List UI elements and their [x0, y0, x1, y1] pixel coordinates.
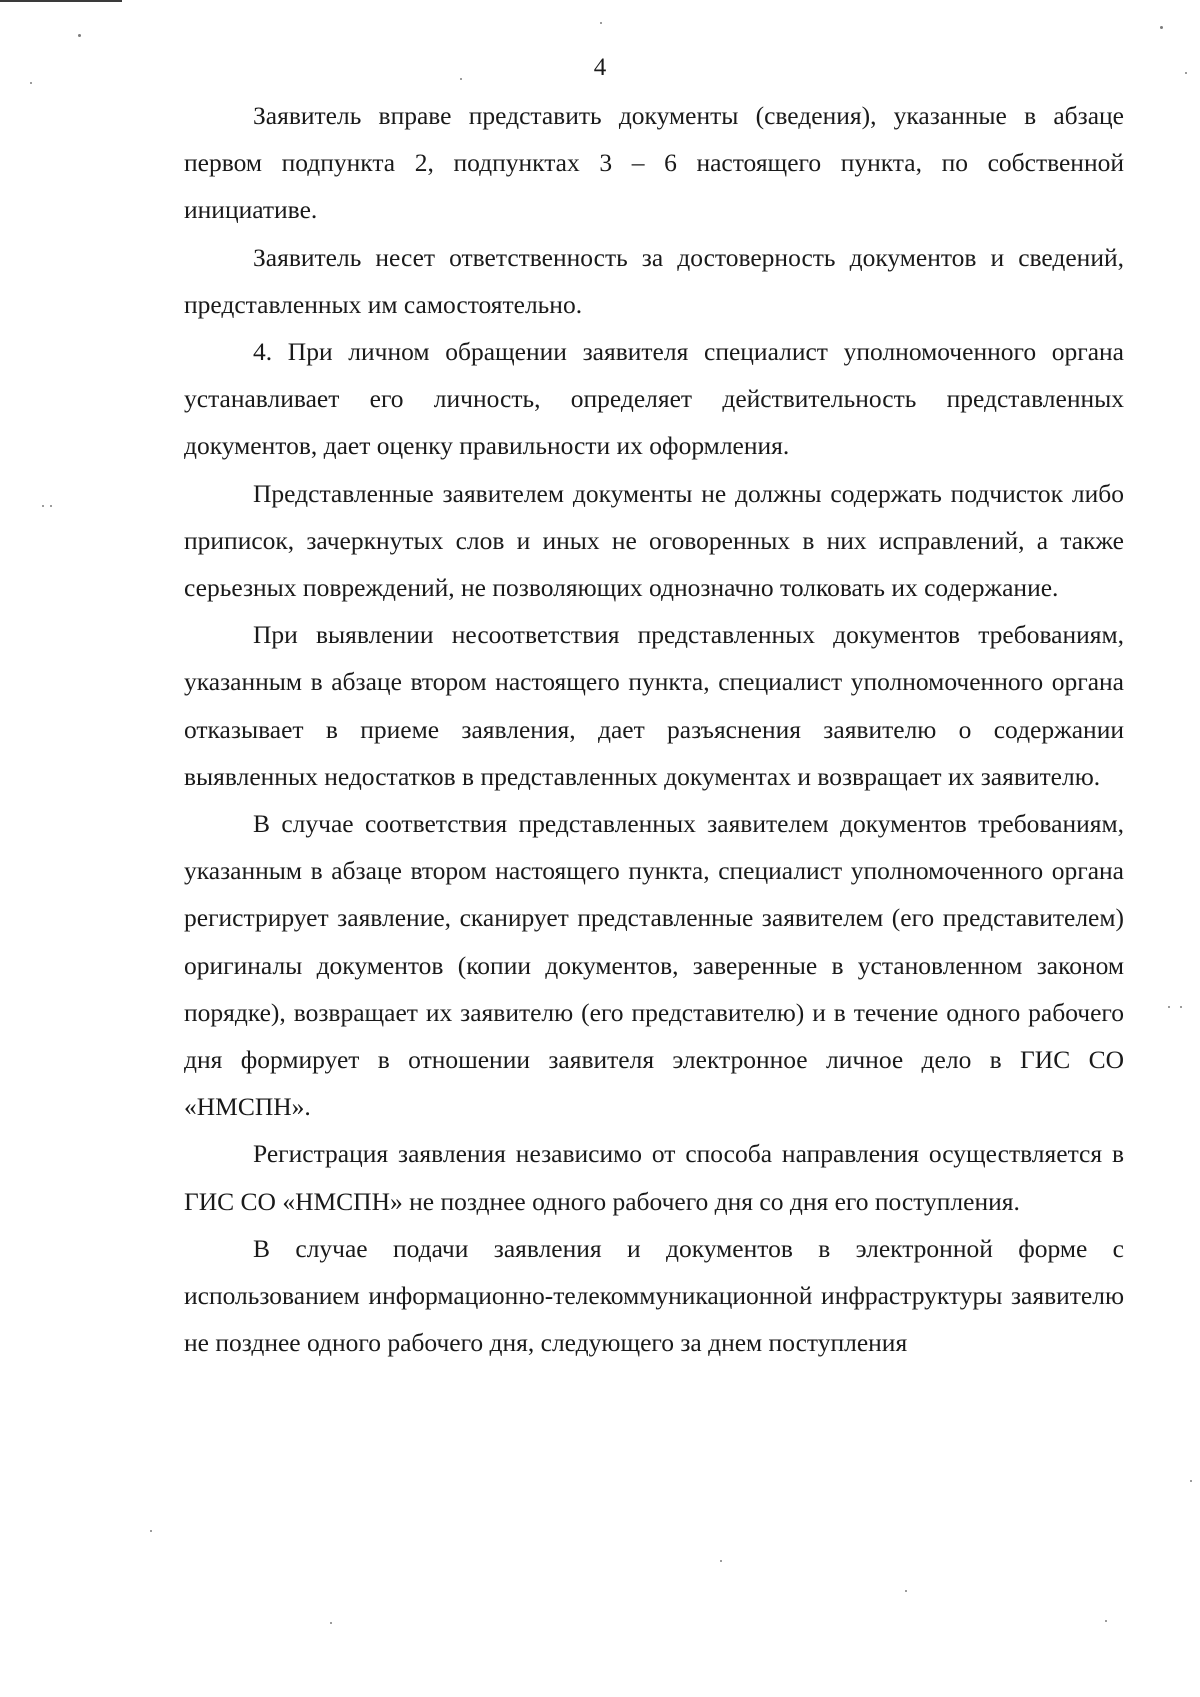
- page-number: 4: [593, 54, 607, 81]
- scan-speck: [1185, 72, 1187, 74]
- scan-speck: [720, 1560, 722, 1562]
- document-body: [184, 92, 1124, 1366]
- scan-speck: [42, 505, 44, 507]
- paragraph: В случае соответствия представленных заявителем документов требованиям, указанным в абзаце втором настоящего пункта, специалист уполномоченного органа регистрирует заявление, сканирует представленные заявителем (его представителем) оригиналы документов (копии документов, заверенные в установленном законом порядке), возвращает их заявителю (его представителю) и в течение одного рабочего дня формирует в отношении заявителя электронное личное дело в ГИС СО «НМСПН».: [184, 809, 1124, 1122]
- scan-speck: [905, 1590, 907, 1592]
- scan-edge-line: [0, 0, 122, 2]
- paragraph: Заявитель вправе представить документы (сведения), указанные в абзаце первом подпункта 2, подпунктах 3 – 6 настоящего пункта, по собственной инициативе.: [184, 101, 1124, 225]
- scan-speck: [600, 22, 602, 24]
- scan-speck: [50, 505, 52, 507]
- paragraph: В случае подачи заявления и документов в электронной форме с использованием информационно-телекоммуникационной инфраструктуры заявителю не позднее одного рабочего дня, следующего за днем поступления: [184, 1233, 1124, 1358]
- scan-speck: [330, 1622, 332, 1624]
- scan-speck: [1180, 1006, 1182, 1008]
- paragraph: 4. При личном обращении заявителя специалист уполномоченного органа устанавливает его личность, определяет действительность представленных документов, дает оценку правильности их оформления.: [184, 337, 1124, 461]
- paragraph: Представленные заявителем документы не должны содержать подчисток либо приписок, зачеркнутых слов и иных не оговоренных в них исправлений, а также серьезных повреждений, не позволяющих однозначно толковать их содержание.: [184, 478, 1124, 603]
- scan-speck: [30, 82, 32, 84]
- paragraph: Заявитель несет ответственность за достоверность документов и сведений, представленных им самостоятельно.: [184, 242, 1124, 319]
- scan-speck: [78, 34, 81, 37]
- scan-speck: [1160, 26, 1163, 29]
- scan-speck: [150, 1530, 152, 1532]
- scan-speck: [1168, 1006, 1170, 1008]
- scan-speck: [1190, 1480, 1192, 1482]
- scan-speck: [1105, 1620, 1107, 1622]
- paragraph: При выявлении несоответствия представленных документов требованиям, указанным в абзаце втором настоящего пункта, специалист уполномоченного органа отказывает в приеме заявления, дает разъяснения заявителю о содержании выявленных недостатков в представленных документах и возвращает их заявителю.: [184, 620, 1124, 791]
- scan-speck: [460, 78, 462, 80]
- paragraph: Регистрация заявления независимо от способа направления осуществляется в ГИС СО «НМСПН» не позднее одного рабочего дня со дня его поступления.: [184, 1139, 1124, 1216]
